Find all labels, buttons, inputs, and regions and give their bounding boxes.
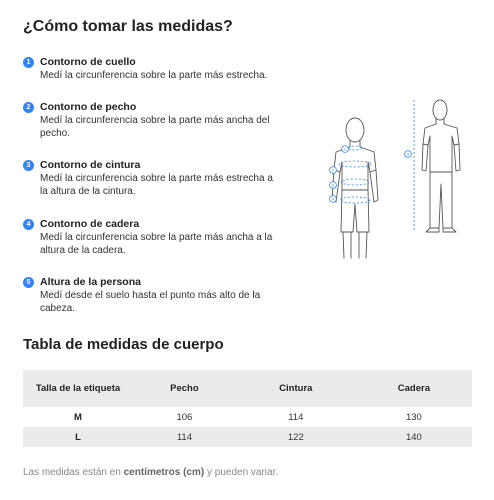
step-waist [23, 158, 278, 198]
marker-1-label: 1 [343, 146, 347, 152]
marker-5-label: 5 [406, 151, 410, 157]
table-cell: 114 [133, 427, 236, 447]
back-figure-pants [430, 172, 452, 228]
body-measurement-illustration [322, 92, 482, 262]
footnote-text-end: y pueden variar. [204, 467, 279, 478]
step-description: Medí la circunferencia sobre la parte más estrecha. [40, 70, 268, 81]
marker-3-label: 3 [331, 182, 335, 188]
waist-measure-line [341, 179, 369, 185]
step-number-badge: 5 [23, 277, 34, 288]
footnote-text: Las medidas están en [23, 467, 124, 478]
size-table [23, 370, 472, 447]
column-header: Talla de la etiqueta [23, 370, 133, 407]
marker-4-label: 4 [331, 196, 335, 202]
table-cell: 122 [236, 427, 356, 447]
column-header: Cintura [236, 370, 356, 407]
step-heading: Contorno de cadera [40, 218, 140, 230]
table-header-row [23, 370, 472, 407]
table-cell: 140 [356, 427, 472, 447]
step-heading: Altura de la persona [40, 276, 141, 288]
front-figure-shirt [331, 147, 376, 190]
step-description: Medí la circunferencia sobre la parte más ancha del pecho. [40, 115, 270, 139]
step-number-badge: 1 [23, 57, 34, 68]
table-cell: 106 [133, 407, 236, 427]
step-number-badge: 3 [23, 160, 34, 171]
footnote [23, 467, 278, 478]
table-row [23, 407, 472, 427]
table-cell: L [23, 427, 133, 447]
table-cell: 130 [356, 407, 472, 427]
front-figure-head [346, 118, 364, 142]
table-cell: 114 [236, 407, 356, 427]
footnote-unit: centímetros (cm) [123, 467, 205, 478]
step-description: Medí la circunferencia sobre la parte más estrecha a la altura de la cintura. [40, 173, 273, 197]
step-heading: Contorno de cuello [40, 56, 136, 68]
step-chest [23, 100, 278, 140]
step-number-badge: 2 [23, 102, 34, 113]
step-heading: Contorno de cintura [40, 159, 141, 171]
column-header: Cadera [356, 370, 472, 407]
back-figure-head [433, 100, 447, 120]
step-height [23, 275, 278, 315]
step-description: Medí la circunferencia sobre la parte más ancha a la altura de la cadera. [40, 232, 273, 256]
step-heading: Contorno de pecho [40, 101, 137, 113]
step-neck [23, 55, 278, 83]
front-figure-shorts [341, 190, 369, 232]
step-number-badge: 4 [23, 219, 34, 230]
step-description: Medí desde el suelo hasta el punto más alto de la cabeza. [40, 290, 261, 314]
table-row [23, 427, 472, 447]
hip-measure-line [340, 197, 370, 203]
marker-2-label: 2 [331, 167, 335, 173]
back-figure-shirt [423, 124, 459, 172]
table-cell: M [23, 407, 133, 427]
column-header: Pecho [133, 370, 236, 407]
page-title: ¿Cómo tomar las medidas? [23, 18, 233, 35]
table-title: Tabla de medidas de cuerpo [23, 336, 224, 353]
step-hip [23, 217, 278, 257]
chest-measure-line [339, 161, 371, 167]
